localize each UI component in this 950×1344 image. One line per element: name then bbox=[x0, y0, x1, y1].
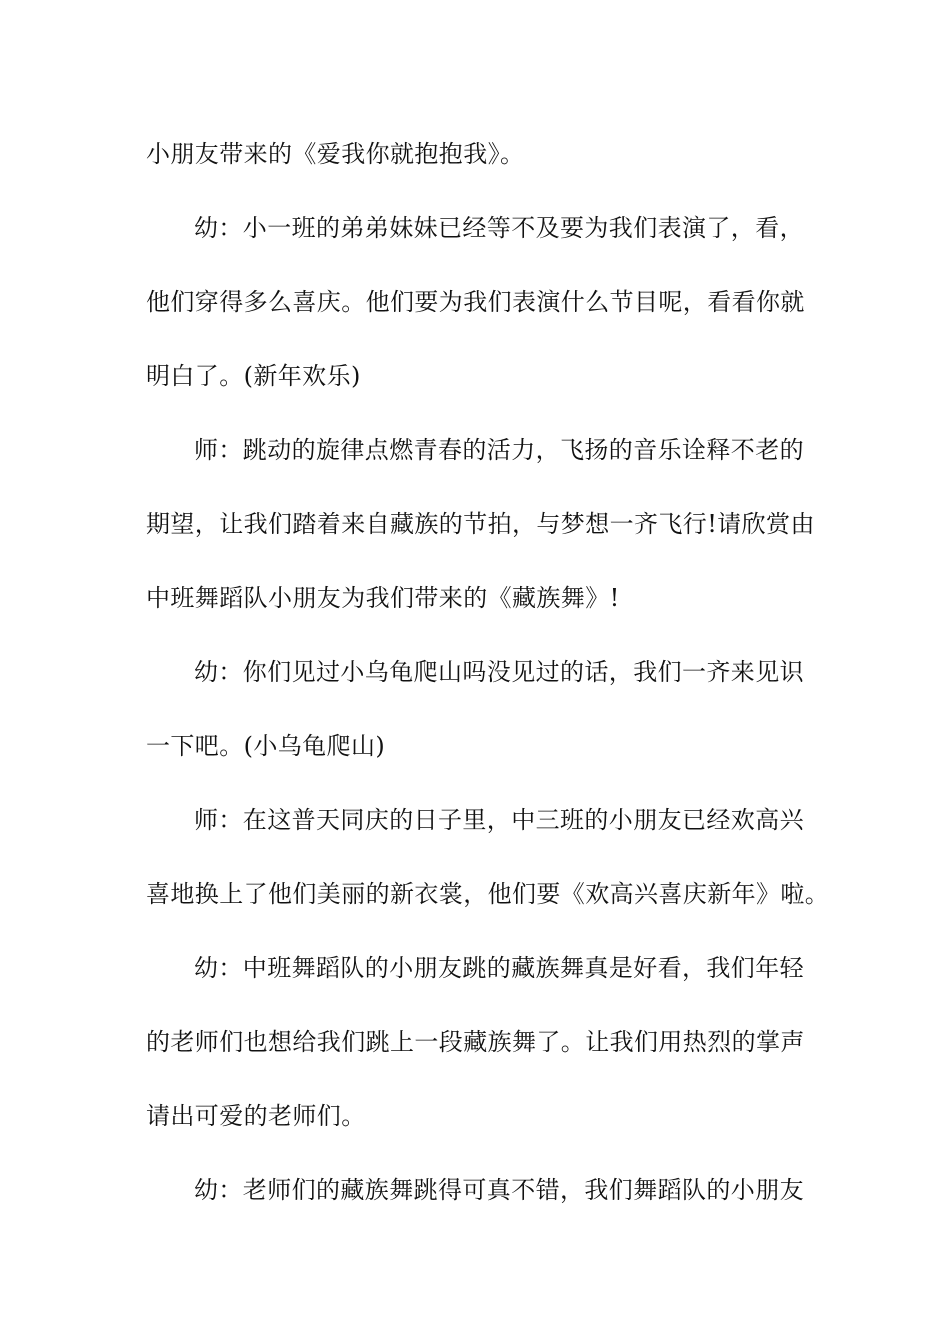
text-line: 的老师们也想给我们跳上一段藏族舞了。让我们用热烈的掌声 bbox=[146, 1028, 805, 1056]
text-line: 喜地换上了他们美丽的新衣裳，他们要《欢高兴喜庆新年》啦。 bbox=[146, 880, 830, 908]
text-line: 请出可爱的老师们。 bbox=[146, 1102, 366, 1130]
text-line: 明白了。(新年欢乐) bbox=[146, 362, 361, 390]
paragraph-line: 幼：小一班的弟弟妹妹已经等不及要为我们表演了，看， bbox=[194, 214, 804, 242]
paragraph-line: 幼：你们见过小乌龟爬山吗没见过的话，我们一齐来见识 bbox=[194, 658, 804, 686]
paragraph-line: 幼：中班舞蹈队的小朋友跳的藏族舞真是好看，我们年轻 bbox=[194, 954, 804, 982]
text-line: 期望，让我们踏着来自藏族的节拍，与梦想一齐飞行!请欣赏由 bbox=[146, 510, 815, 538]
paragraph-line: 师：跳动的旋律点燃青春的活力，飞扬的音乐诠释不老的 bbox=[194, 436, 804, 464]
text-line: 中班舞蹈队小朋友为我们带来的《藏族舞》! bbox=[146, 584, 620, 612]
text-line: 小朋友带来的《爱我你就抱抱我》。 bbox=[146, 140, 525, 168]
paragraph-line: 师：在这普天同庆的日子里，中三班的小朋友已经欢高兴 bbox=[194, 806, 804, 834]
text-line: 他们穿得多么喜庆。他们要为我们表演什么节目呢，看看你就 bbox=[146, 288, 805, 316]
text-line: 一下吧。(小乌龟爬山) bbox=[146, 732, 386, 760]
paragraph-line: 幼：老师们的藏族舞跳得可真不错，我们舞蹈队的小朋友 bbox=[194, 1176, 804, 1204]
